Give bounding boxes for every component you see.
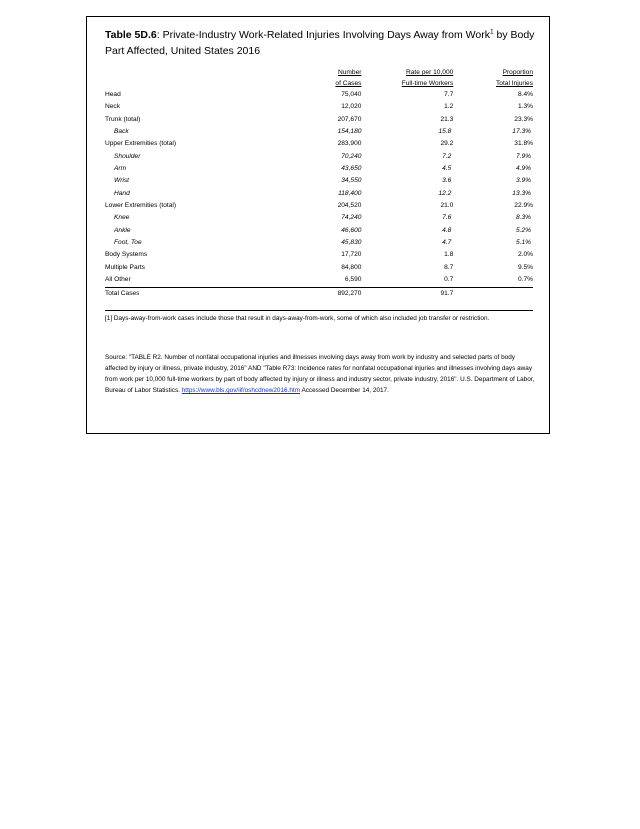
header-proportion-line2: Total Injuries: [495, 80, 533, 87]
table-title: [105, 27, 535, 59]
header-rate-line2: Full-time Workers: [401, 80, 454, 87]
injury-table: [105, 67, 533, 300]
footnote-marker: 1: [489, 28, 494, 36]
total-row: Total Cases 892,270 91.7: [105, 287, 533, 300]
table-row: Neck 12,020 1.2 1.3%: [105, 103, 533, 111]
footnote: [1] Days-away-from-work cases include those that result in days-away-from-work, some of which also included job transfer or restriction.: [105, 315, 490, 322]
table-row: Multiple Parts 84,800 8.7 9.5%: [105, 263, 533, 271]
table-subrow: Knee 74,240 7.6 8.3%: [114, 214, 531, 222]
table-row: Head 75,040 7.7 8.4%: [105, 91, 533, 98]
table-row: Upper Extremities (total) 283,900 29.2 31.8%: [105, 140, 533, 148]
source-text: Source: "TABLE R2. Number of nonfatal occupational injuries and illnesses involving days away from work by industry and selected parts of body affected by injury or illness, private industry, 2016" AND "Table R73: Incidence rates for nonfatal occupational injuries and illnesses involving days away from work per 10,000 full-time workers by part of body affected by injury or illness and industry sector, private industry, 2016". U.S. Department of Labor, Bureau of Labor Statistics.: [105, 354, 535, 394]
table-row: Body Systems 17,720 1.8 2.0%: [105, 251, 533, 259]
header-cases-line2: of Cases: [335, 80, 362, 87]
table-subrow: Back 154,180 15.8 17.3%: [114, 128, 531, 136]
table-subrow: Ankle 46,600 4.8 5.2%: [114, 226, 531, 234]
header-cases-line1: Number: [337, 69, 362, 76]
table-row: All Other 6,590 0.7 0.7%: [105, 276, 533, 284]
source-note: [105, 352, 535, 396]
header-rate-line1: Rate per 10,000: [405, 69, 454, 76]
table-subrow: Wrist 34,550 3.6 3.9%: [114, 177, 531, 185]
table-row: Trunk (total) 207,670 21.3 23.3%: [105, 115, 533, 123]
header-proportion-line1: Proportion: [502, 69, 533, 76]
title-text: : Private-Industry Work-Related Injuries Involving Days Away from Work: [156, 29, 490, 41]
table-frame: [86, 16, 550, 434]
table-number: Table 5D.6: [105, 29, 157, 41]
header-row-2: [105, 78, 533, 89]
table-subrow: Foot, Toe 45,830 4.7 5.1%: [114, 239, 531, 247]
table-subrow: Shoulder 70,240 7.2 7.9%: [114, 152, 531, 160]
title-text-continued: by Body Part Affected, United States 2016: [105, 29, 535, 57]
table-bottom-rule: [105, 310, 533, 311]
source-link[interactable]: https://www.bls.gov/iif/oshcdnew2016.htm: [181, 387, 301, 394]
table-subrow: Arm 43,650 4.5 4.9%: [114, 165, 531, 173]
table-subrow: Hand 118,400 12.2 13.3%: [114, 189, 531, 197]
table-row: Lower Extremities (total) 204,520 21.0 22.9%: [105, 202, 533, 210]
accessed-date: Accessed December 14, 2017.: [300, 387, 389, 394]
header-row-1: [105, 67, 533, 78]
